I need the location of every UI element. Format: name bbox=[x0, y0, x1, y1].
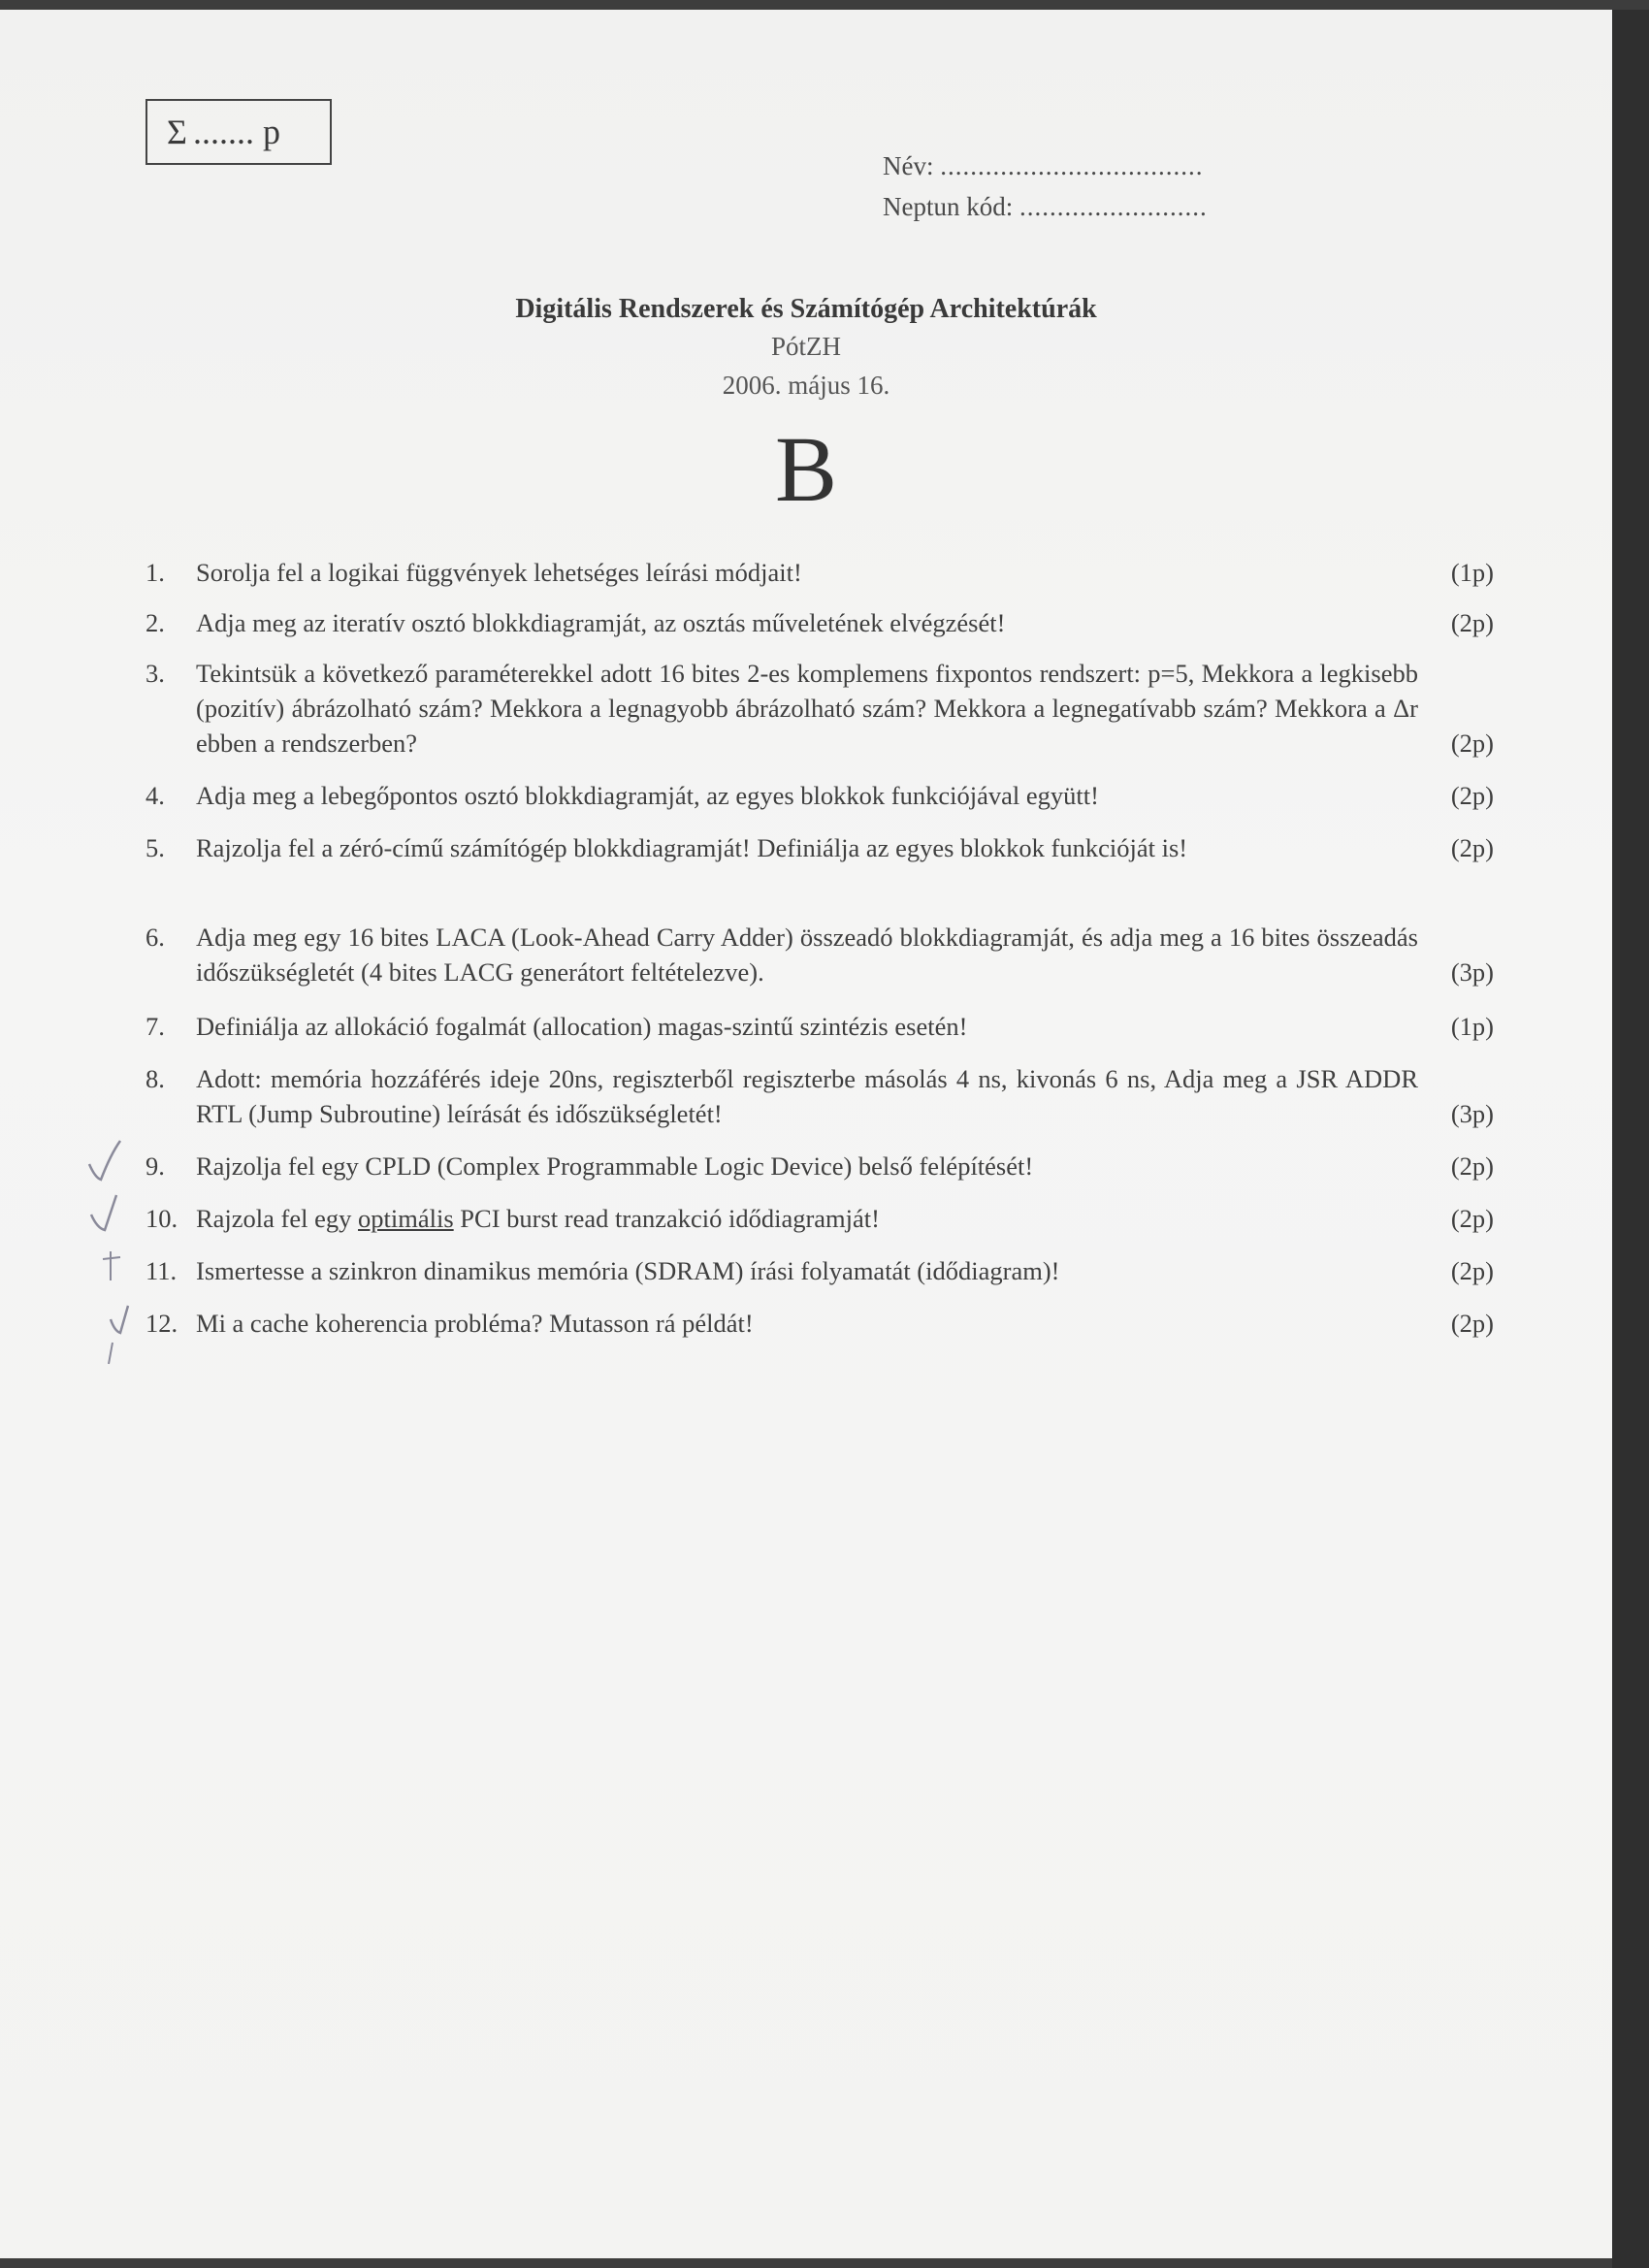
question-number: 11. bbox=[146, 1256, 178, 1285]
question-number: 5. bbox=[146, 833, 165, 862]
question-points: (2p) bbox=[1450, 833, 1494, 862]
question-9 bbox=[146, 1149, 1494, 1183]
question-3 bbox=[146, 656, 1494, 761]
handwritten-check-marks bbox=[78, 1135, 155, 1368]
question-text: Rajzolja fel a zéró-című számítógép blokkdiagramját! Definiálja az egyes blokkok funkcióját is! bbox=[196, 833, 1188, 862]
name-dots: ................................... bbox=[940, 151, 1204, 180]
question-number: 9. bbox=[146, 1151, 165, 1181]
check-mark-icon bbox=[89, 1141, 120, 1180]
question-number: 4. bbox=[146, 781, 165, 810]
question-text-end: PCI burst read tranzakció idődiagramját! bbox=[453, 1204, 880, 1233]
question-number: 8. bbox=[146, 1064, 165, 1093]
score-box bbox=[146, 99, 332, 165]
course-title: Digitális Rendszerek és Számítógép Architektúrák bbox=[515, 294, 1097, 324]
question-7 bbox=[146, 1009, 1494, 1044]
question-12 bbox=[146, 1306, 1494, 1341]
question-5 bbox=[146, 830, 1494, 865]
neptun-dots: ......................... bbox=[1019, 192, 1208, 221]
exam-type: PótZH bbox=[770, 332, 841, 361]
question-points: (3p) bbox=[1450, 1099, 1494, 1128]
question-points: (2p) bbox=[1450, 1256, 1494, 1285]
question-number: 6. bbox=[146, 923, 165, 952]
question-text: Adja meg egy 16 bites LACA (Look-Ahead Carry Adder) összeadó blokkdiagramját, és adja meg a 16 bites összeadás időszükségletét (4 bites LACG generátort feltételezve). bbox=[196, 923, 1418, 987]
question-4 bbox=[146, 778, 1494, 813]
check-mark-icon bbox=[91, 1195, 116, 1230]
question-text bbox=[196, 1201, 1418, 1236]
question-points: (1p) bbox=[1450, 558, 1494, 587]
question-points: (2p) bbox=[1450, 1204, 1494, 1233]
question-8 bbox=[146, 1061, 1494, 1131]
question-11 bbox=[146, 1253, 1494, 1288]
question-text: Mi a cache koherencia probléma? Mutasson rá példát! bbox=[196, 1309, 754, 1338]
question-points: (2p) bbox=[1450, 1151, 1494, 1181]
exam-date: 2006. május 16. bbox=[722, 371, 890, 400]
question-10 bbox=[146, 1201, 1494, 1236]
question-points: (2p) bbox=[1450, 729, 1494, 758]
question-text: Adja meg a lebegőpontos osztó blokkdiagramját, az egyes blokkok funkciójával együtt! bbox=[196, 781, 1099, 810]
question-points: (2p) bbox=[1450, 1309, 1494, 1338]
question-number: 7. bbox=[146, 1012, 165, 1041]
question-text: Sorolja fel a logikai függvények lehetséges leírási módjait! bbox=[196, 558, 802, 587]
question-number: 3. bbox=[146, 659, 165, 688]
question-points: (3p) bbox=[1450, 957, 1494, 987]
student-info bbox=[883, 146, 1208, 227]
handwritten-mark-icon bbox=[103, 1251, 120, 1280]
name-field bbox=[883, 146, 1208, 186]
name-label: Név: bbox=[883, 151, 934, 180]
question-text: Adott: memória hozzáférés ideje 20ns, regiszterből regiszterbe másolás 4 ns, kivonás 6 ns, Adja meg a JSR ADDR RTL (Jump Subroutine) leírását és időszükségletét! bbox=[196, 1064, 1418, 1128]
question-number: 10. bbox=[146, 1204, 178, 1233]
question-points: (1p) bbox=[1450, 1012, 1494, 1041]
question-text: Tekintsük a következő paraméterekkel adott 16 bites 2-es komplemens fixpontos rendszert: p=5, Mekkora a legkisebb (pozitív) ábrázolható szám? Mekkora a legnagyobb ábrázolható szám? Mekkora a legnegatívabb szám? Mekkora a Δr ebben a rendszerben? bbox=[196, 659, 1418, 758]
question-2 bbox=[146, 605, 1494, 640]
question-text: Rajzolja fel egy CPLD (Complex Programmable Logic Device) belső felépítését! bbox=[196, 1151, 1034, 1181]
question-1 bbox=[146, 555, 1494, 590]
question-6 bbox=[146, 920, 1494, 989]
question-text: Ismertesse a szinkron dinamikus memória (SDRAM) írási folyamatát (idődiagram)! bbox=[196, 1256, 1060, 1285]
score-placeholder: ....... p bbox=[192, 113, 280, 151]
question-text: Adja meg az iteratív osztó blokkdiagramját, az osztás műveletének elvégzését! bbox=[196, 608, 1006, 637]
exam-variant: B bbox=[774, 417, 838, 521]
sigma-symbol: Σ bbox=[167, 113, 187, 151]
question-text-start: Rajzola fel egy bbox=[196, 1204, 359, 1233]
scan-background bbox=[1612, 10, 1649, 2268]
question-number: 12. bbox=[146, 1309, 178, 1338]
neptun-label: Neptun kód: bbox=[883, 192, 1014, 221]
question-points: (2p) bbox=[1450, 608, 1494, 637]
check-mark-icon bbox=[111, 1306, 128, 1333]
question-number: 1. bbox=[146, 558, 165, 587]
question-number: 2. bbox=[146, 608, 165, 637]
handwritten-mark-icon bbox=[109, 1343, 113, 1364]
neptun-field bbox=[883, 186, 1208, 227]
question-text: Definiálja az allokáció fogalmát (allocation) magas-szintű szintézis esetén! bbox=[196, 1012, 968, 1041]
underlined-word: optimális bbox=[358, 1204, 454, 1233]
question-points: (2p) bbox=[1450, 781, 1494, 810]
